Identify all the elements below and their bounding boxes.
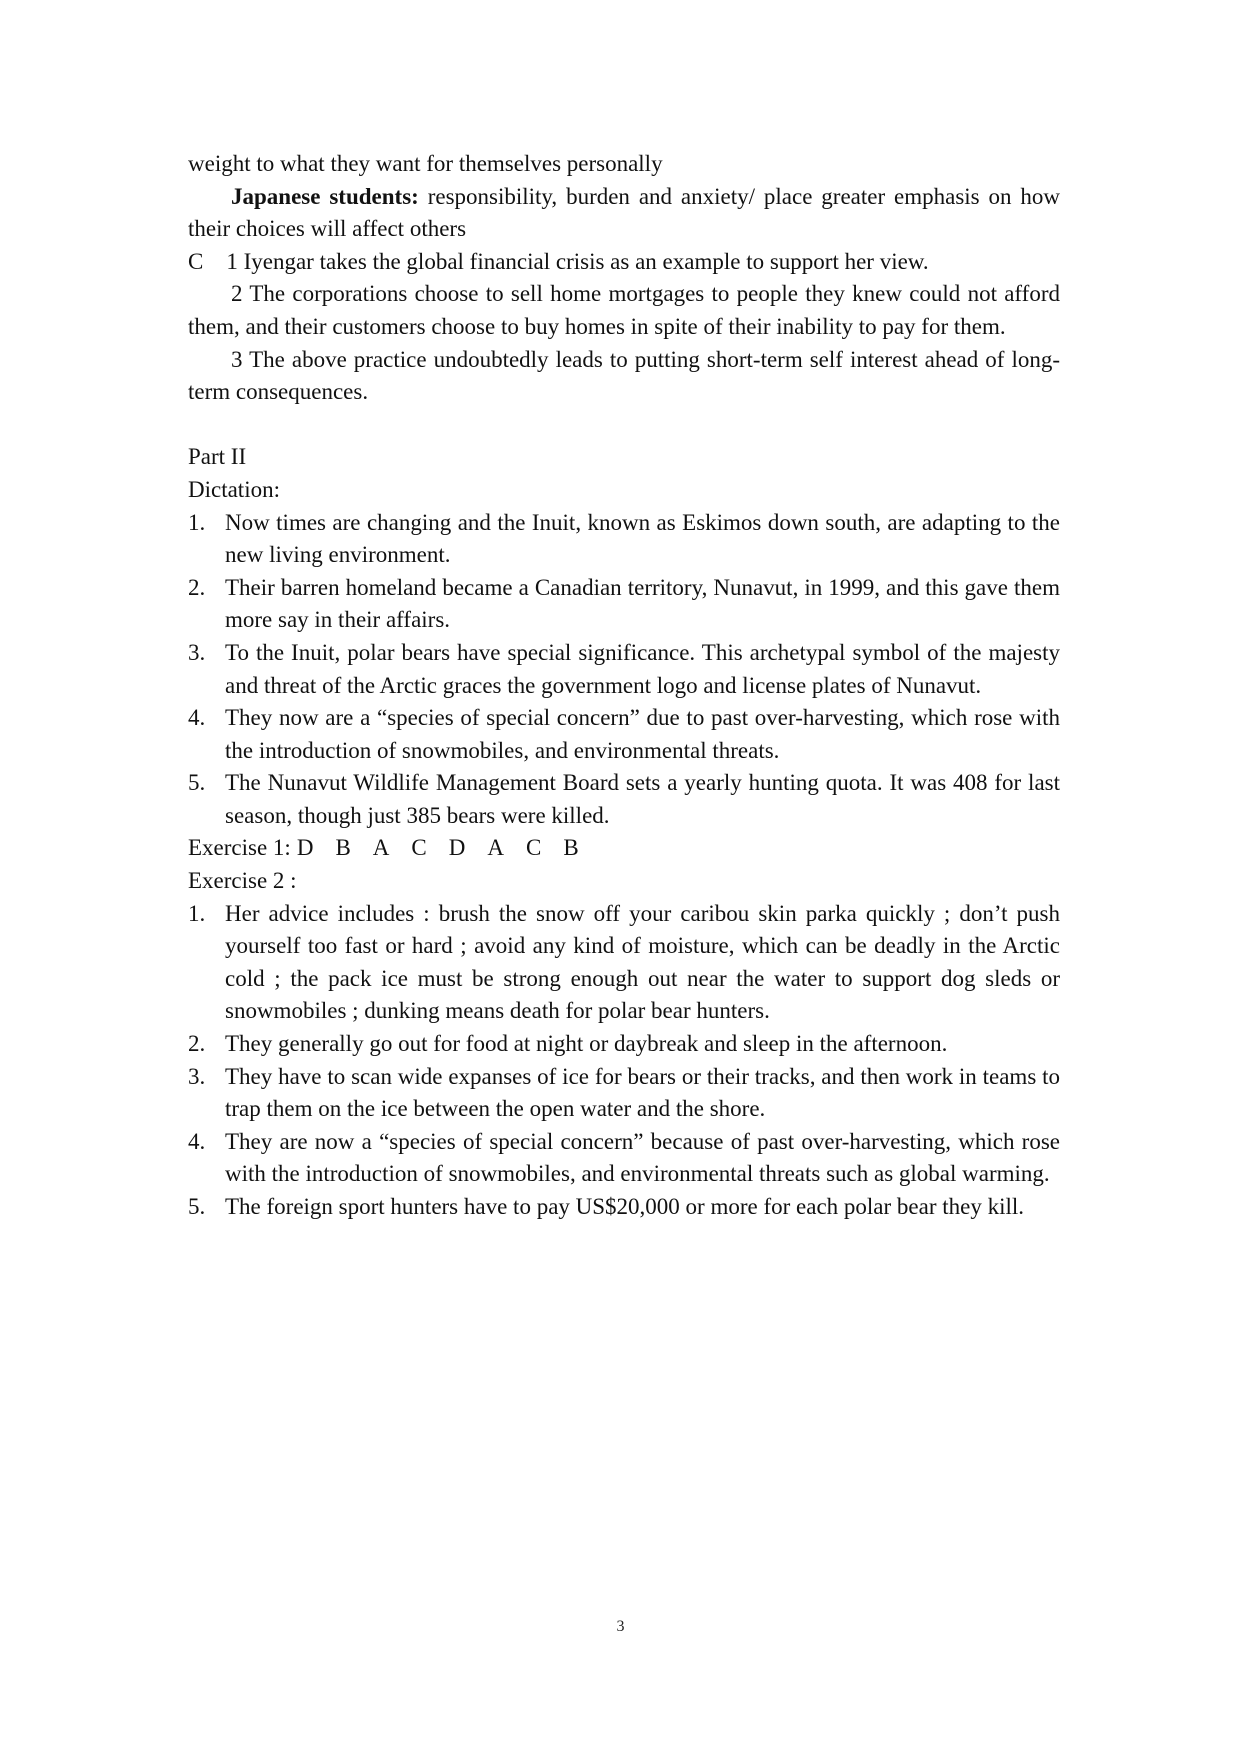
exercise-2-list xyxy=(188,898,1060,1224)
part-heading: Part II xyxy=(188,444,247,470)
list-item xyxy=(188,637,1060,702)
answer-letter: A xyxy=(487,835,505,861)
answer-letter: B xyxy=(563,835,579,861)
dictation-list xyxy=(188,507,1060,833)
list-item xyxy=(188,1061,1060,1126)
answer-letter: C xyxy=(526,835,542,861)
list-text: Their barren homeland became a Canadian territory, Nunavut, in 1999, and this gave them more say in their affairs. xyxy=(225,574,1060,633)
list-text: The foreign sport hunters have to pay US$20,000 or more for each polar bear they kill. xyxy=(225,1194,1025,1219)
list-item xyxy=(188,702,1060,767)
section-c-item-1-text: 1 Iyengar takes the global financial crisis as an example to support her view. xyxy=(226,248,929,274)
list-number: 5. xyxy=(188,1194,206,1219)
list-item xyxy=(188,1028,1060,1061)
section-c-item-2: 2 The corporations choose to sell home mortgages to people they knew could not afford them, and their customers choose to buy homes in spite of their inability to pay for them. xyxy=(188,281,1060,339)
list-text: They have to scan wide expanses of ice for bears or their tracks, and then work in teams to trap them on the ice between the open water and the shore. xyxy=(225,1063,1060,1122)
exercise-1-label: Exercise 1: xyxy=(188,835,291,861)
answer-letter: B xyxy=(335,835,351,861)
page-number: 3 xyxy=(616,1618,625,1635)
document-body xyxy=(188,148,1060,1224)
exercise-1-answers xyxy=(188,832,1060,865)
list-text: Her advice includes : brush the snow off your caribou skin parka quickly ; don’t push yourself too fast or hard ; avoid any kind of moisture, which can be deadly in the Arctic cold ; the pack ice must be strong enough out near the water to support dog sleds or snowmobiles ; dunking means death for polar bear hunters. xyxy=(225,900,1060,1024)
blank-line xyxy=(188,409,1060,442)
answer-letter: C xyxy=(411,835,427,861)
list-item xyxy=(188,898,1060,1028)
list-number: 3. xyxy=(188,1063,206,1089)
japanese-students-text: responsibility, burden and anxiety/ place greater emphasis on how their choices will affect others xyxy=(188,183,1060,242)
list-number: 5. xyxy=(188,770,206,796)
answer-letter: D xyxy=(448,835,466,861)
list-item xyxy=(188,572,1060,637)
list-number: 2. xyxy=(188,1031,206,1057)
list-text: The Nunavut Wildlife Management Board sets a yearly hunting quota. It was 408 for last season, though just 385 bears were killed. xyxy=(225,770,1060,828)
section-c-item-3: 3 The above practice undoubtedly leads to putting short-term self interest ahead of long-term consequences. xyxy=(188,346,1060,405)
answer-letter: A xyxy=(372,835,390,861)
list-text: They are now a “species of special concern” because of past over-harvesting, which rose with the introduction of snowmobiles, and environmental threats such as global warming. xyxy=(225,1128,1060,1187)
japanese-students-label: Japanese students: xyxy=(231,183,419,209)
list-text: They now are a “species of special concern” due to past over-harvesting, which rose with the introduction of snowmobiles, and environmental threats. xyxy=(225,705,1060,763)
list-number: 4. xyxy=(188,1128,206,1154)
list-number: 3. xyxy=(188,639,206,665)
exercise-2-label: Exercise 2 : xyxy=(188,868,297,894)
list-item xyxy=(188,767,1060,832)
list-number: 2. xyxy=(188,574,206,600)
list-item xyxy=(188,1191,1060,1224)
dictation-label: Dictation: xyxy=(188,476,280,502)
list-text: Now times are changing and the Inuit, known as Eskimos down south, are adapting to the new living environment. xyxy=(225,509,1060,568)
list-text: To the Inuit, polar bears have special significance. This archetypal symbol of the majesty and threat of the Arctic graces the government logo and license plates of Nunavut. xyxy=(225,639,1060,698)
section-c-item-1 xyxy=(188,246,1060,279)
answer-letter: D xyxy=(296,835,314,861)
continuation-line: weight to what they want for themselves personally xyxy=(188,151,663,176)
list-text: They generally go out for food at night or daybreak and sleep in the afternoon. xyxy=(225,1031,948,1057)
japanese-students-paragraph xyxy=(188,181,1060,246)
list-item xyxy=(188,1126,1060,1191)
list-item xyxy=(188,507,1060,572)
section-c-letter: C xyxy=(188,248,204,274)
list-number: 1. xyxy=(188,900,206,926)
list-number: 4. xyxy=(188,705,206,731)
list-number: 1. xyxy=(188,509,206,535)
